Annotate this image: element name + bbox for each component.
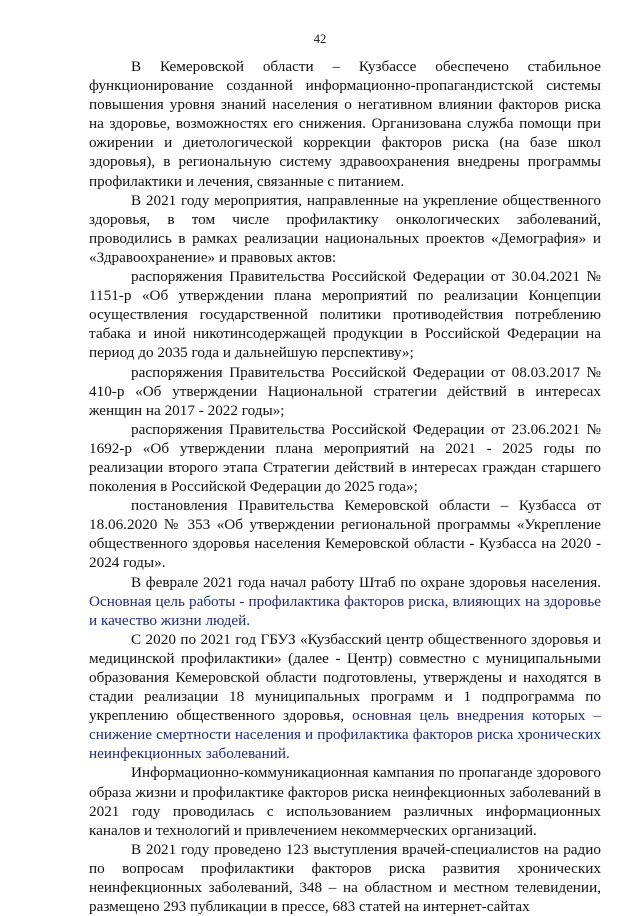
paragraph-media-activity: В 2021 году проведено 123 выступления врачей-специалистов на радио по вопросам профилактики факторов риска развития хронических неинфекционных заболеваний, 348 – на областном и местном телевидении, размещено 293 публикации в прессе, 683 статей на интернет-сайтах xyxy=(89,840,601,916)
paragraph-order-1692: распоряжения Правительства Российской Федерации от 23.06.2021 № 1692-р «Об утверждении плана мероприятий на 2021 - 2025 годы по реализации второго этапа Стратегии действий в интересах граждан старшего поколения в Российской Федерации до 2025 года»; xyxy=(89,420,601,496)
paragraph-kuzbass-system: В Кемеровской области – Кузбассе обеспечено стабильное функционирование созданной информационно-пропагандистской системы повышения уровня знаний населения о негативном влиянии факторов риска на здоровье, возможностях его снижения. Организована служба помощи при ожирении и диетологической коррекции факторов риска (на базе школ здоровья), в региональную систему здравоохранения внедрены программы профилактики и лечения, связанные с питанием. xyxy=(89,58,601,190)
paragraph-order-1151: распоряжения Правительства Российской Федерации от 30.04.2021 № 1151-р «Об утверждении плана мероприятий по реализации Концепции осуществления государственной политики противодействия потреблению табака и иной никотинсодержащей продукции в Российской Федерации на период до 2035 года и дальнейшую перспективу»; xyxy=(89,268,601,362)
paragraph-2021-measures: В 2021 году мероприятия, направленные на укрепление общественного здоровья, в том числе профилактику онкологических заболеваний, проводились в рамках реализации национальных проектов «Демография» и «Здравоохранение» и правовых актов: xyxy=(89,191,601,266)
municipal-programs-goal: основная цель внедрения которых – снижение смертности населения и профилактика факторов риска хронических неинфекционных заболеваний. xyxy=(89,707,601,763)
paragraph-resolution-353: постановления Правительства Кемеровской области – Кузбасса от 18.06.2020 № 353 «Об утверждении региональной программы «Укрепление общественного здоровья населения Кемеровской области - Кузбасса на 2020 - 2024 годы». xyxy=(89,497,601,572)
page-number: 42 xyxy=(313,32,327,46)
paragraph-municipal-programs xyxy=(89,630,601,764)
paragraph-info-campaign: Информационно-коммуникационная кампания по пропаганде здорового образа жизни и профилактике факторов риска неинфекционных заболеваний в 2021 году проводилась с использованием различных информационных каналов и технологий и привлечением некоммерческих организаций. xyxy=(89,764,601,839)
document-body xyxy=(89,57,601,916)
paragraph-health-headquarters xyxy=(89,573,601,630)
headquarters-goal: Основная цель работы - профилактика факторов риска, влияющих на здоровье и качество жизни людей. xyxy=(89,592,601,629)
municipal-programs-text: С 2020 по 2021 год ГБУЗ «Кузбасский центр общественного здоровья и медицинской профилактики» (далее - Центр) совместно с муниципальными образования Кемеровской области подготовлены, утверждены и находятся в стадии реализации 18 муниципальных программ и 1 подпрограмма по укреплению общественного здоровья, xyxy=(89,630,601,725)
paragraph-order-410: распоряжения Правительства Российской Федерации от 08.03.2017 № 410-р «Об утверждении Национальной стратегии действий в интересах женщин на 2017 - 2022 годы»; xyxy=(89,363,601,419)
headquarters-sentence: В феврале 2021 года начал работу Штаб по охране здоровья населения. xyxy=(131,573,601,591)
